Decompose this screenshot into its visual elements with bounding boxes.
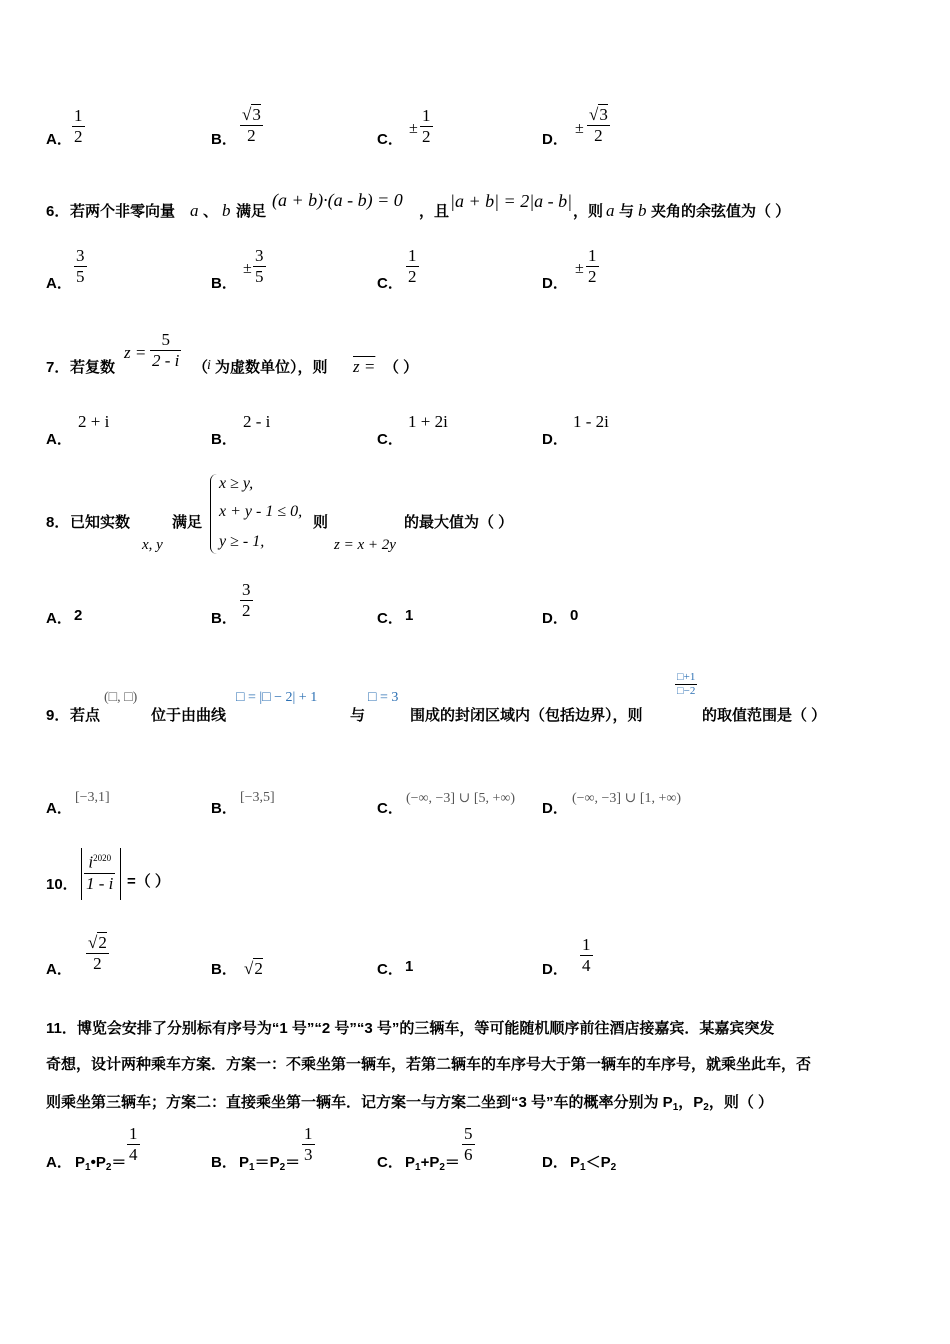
q10-option-a-label[interactable]: A． bbox=[46, 961, 72, 978]
q10-fraction: $\frac{i^{2020}}{1 - i}$ bbox=[86, 852, 114, 893]
q9-option-b-label[interactable]: B． bbox=[211, 800, 237, 817]
q11-line-3: 则乘坐第三辆车；方案二：直接乘坐第一辆车．记方案一与方案二坐到“3 号”车的概率分别为 $P_1$，$P_2$，则（ ） bbox=[46, 1094, 773, 1113]
q11-option-b-fraction: $\frac{1}{3}$ bbox=[304, 1124, 313, 1164]
q5-option-c-label[interactable]: C． bbox=[377, 131, 403, 148]
q9-curve-2: □ = 3 bbox=[368, 690, 399, 705]
q8-variables: x, y bbox=[142, 537, 163, 553]
q10-number: 10． bbox=[46, 876, 78, 893]
q10-option-c-label[interactable]: C． bbox=[377, 961, 403, 978]
q10-option-a-fraction: $\frac{√2}{2}$ bbox=[88, 933, 107, 973]
q7-option-d-value: 1 - 2i bbox=[573, 412, 609, 431]
q5-option-b-fraction: $\frac{√3}{2}$ bbox=[242, 105, 261, 145]
q5-option-a-label[interactable]: A． bbox=[46, 131, 72, 148]
q6-separator: 、 bbox=[203, 203, 219, 220]
q6-option-b-sign: ± bbox=[243, 260, 252, 277]
q7-option-a-value: 2 + i bbox=[78, 412, 110, 431]
q8-text-3: 则 bbox=[313, 514, 329, 531]
q7-z-equals: z = bbox=[124, 343, 147, 362]
q10-option-c-value: 1 bbox=[405, 958, 414, 975]
q10-option-b-value: √2 bbox=[244, 959, 263, 978]
q8-text-2: 满足 bbox=[172, 514, 203, 531]
q6-option-d-label[interactable]: D． bbox=[542, 275, 568, 292]
q8-objective: z = x + 2y bbox=[334, 537, 396, 553]
q7-option-b-label[interactable]: B． bbox=[211, 431, 237, 448]
q8-option-c-label[interactable]: C． bbox=[377, 610, 403, 627]
q9-option-c-label[interactable]: C． bbox=[377, 800, 403, 817]
q10-abs-bar-left bbox=[81, 848, 82, 900]
q6-option-a-label[interactable]: A． bbox=[46, 275, 72, 292]
q6-option-c-fraction: $\frac{1}{2}$ bbox=[408, 246, 417, 286]
q6-text-4: ，则 bbox=[573, 203, 604, 220]
q6-text-5: 与 bbox=[619, 203, 635, 220]
q11-option-a-expr: $P_1•P_2=$ bbox=[75, 1154, 127, 1173]
q11-line-1: 11．博览会安排了分别标有序号为“1 号”“2 号”“3 号”的三辆车，等可能随机顺序前往酒店接嘉宾．某嘉宾突发 bbox=[46, 1020, 775, 1037]
q6-vector-b: b bbox=[222, 201, 231, 220]
q9-number: 9． bbox=[46, 707, 70, 724]
q8-option-a-value: 2 bbox=[74, 607, 83, 624]
q10-option-d-label[interactable]: D． bbox=[542, 961, 568, 978]
q8-text-4: 的最大值为（ ） bbox=[404, 514, 514, 531]
q11-line-2: 奇想，设计两种乘车方案．方案一：不乘坐第一辆车，若第二辆车的车序号大于第一辆车的车序号，就乘坐此车，否 bbox=[46, 1056, 812, 1073]
q8-option-a-label[interactable]: A． bbox=[46, 610, 72, 627]
q6-text-1: 若两个非零向量 bbox=[70, 203, 176, 220]
q11-option-c-expr: $P_1+P_2=$ bbox=[405, 1154, 460, 1173]
q8-number: 8． bbox=[46, 514, 70, 531]
q10-text-1: =（ ） bbox=[127, 873, 170, 890]
q11-option-a-fraction: $\frac{1}{4}$ bbox=[129, 1124, 138, 1164]
q6-equation-2: |a + b| = 2|a - b| bbox=[450, 191, 573, 211]
q6-option-d-sign: ± bbox=[575, 260, 584, 277]
q10-option-d-fraction: $\frac{1}{4}$ bbox=[582, 935, 591, 975]
q8-text-1: 已知实数 bbox=[70, 514, 131, 531]
q9-point: (□, □) bbox=[104, 690, 138, 705]
q9-option-a-value: [−3,1] bbox=[75, 790, 110, 805]
q7-number: 7． bbox=[46, 359, 70, 376]
q11-option-b-expr: $P_1=P_2=$ bbox=[239, 1154, 301, 1173]
q6-equation-1: (a + b)·(a - b) = 0 bbox=[272, 190, 403, 210]
q7-text-1: 若复数 bbox=[70, 359, 116, 376]
q7-text-3: 为虚数单位），则 bbox=[215, 359, 328, 376]
q10-option-b-label[interactable]: B． bbox=[211, 961, 237, 978]
q6-text-2: 满足 bbox=[236, 203, 267, 220]
q9-text-1: 若点 bbox=[70, 707, 101, 724]
q8-system-brace bbox=[210, 474, 217, 554]
q9-text-5: 的取值范围是（ ） bbox=[702, 707, 827, 724]
q8-option-b-fraction: $\frac{3}{2}$ bbox=[242, 580, 251, 620]
q5-option-b-label[interactable]: B． bbox=[211, 131, 237, 148]
q7-option-c-value: 1 + 2i bbox=[408, 412, 448, 431]
q7-text-2: （ bbox=[193, 359, 209, 376]
q8-option-d-value: 0 bbox=[570, 607, 579, 624]
q8-constraint-3: y ≥ - 1, bbox=[219, 533, 265, 550]
q11-option-c-fraction: $\frac{5}{6}$ bbox=[464, 1124, 473, 1164]
q6-option-b-fraction: $\frac{3}{5}$ bbox=[255, 246, 264, 286]
q5-option-c-sign: ± bbox=[409, 120, 418, 137]
q11-option-d-expr: $P_1<P_2$ bbox=[570, 1154, 617, 1173]
q6-number: 6． bbox=[46, 203, 70, 220]
q8-option-b-label[interactable]: B． bbox=[211, 610, 237, 627]
q11-option-a-label[interactable]: A． bbox=[46, 1154, 72, 1171]
q9-text-3: 与 bbox=[350, 707, 366, 724]
q9-text-2: 位于由曲线 bbox=[151, 707, 227, 724]
q11-option-d-label[interactable]: D． bbox=[542, 1154, 568, 1171]
q10-abs-bar-right bbox=[120, 848, 121, 900]
q9-option-b-value: [−3,5] bbox=[240, 790, 275, 805]
q6-vector-a-2: a bbox=[606, 201, 615, 220]
q6-option-d-fraction: $\frac{1}{2}$ bbox=[588, 246, 597, 286]
q6-option-b-label[interactable]: B． bbox=[211, 275, 237, 292]
q9-option-a-label[interactable]: A． bbox=[46, 800, 72, 817]
q11-option-c-label[interactable]: C． bbox=[377, 1154, 403, 1171]
q9-curve-1: □ = |□ − 2| + 1 bbox=[236, 690, 318, 705]
q9-option-d-value: (−∞, −3] ∪ [1, +∞) bbox=[572, 791, 682, 806]
q7-option-a-label[interactable]: A． bbox=[46, 431, 72, 448]
q6-option-c-label[interactable]: C． bbox=[377, 275, 403, 292]
q5-option-d-fraction: $\frac{√3}{2}$ bbox=[589, 105, 608, 145]
q8-constraint-1: x ≥ y, bbox=[219, 475, 254, 492]
q6-vector-b-2: b bbox=[638, 201, 647, 220]
q9-ratio-fraction: $\frac{□+1}{□-2}$ bbox=[677, 671, 696, 697]
q6-text-3: ，且 bbox=[419, 203, 450, 220]
q7-option-d-label[interactable]: D． bbox=[542, 431, 568, 448]
q5-option-c-fraction: $\frac{1}{2}$ bbox=[422, 106, 431, 146]
q9-option-d-label[interactable]: D． bbox=[542, 800, 568, 817]
q5-option-d-sign: ± bbox=[575, 120, 584, 137]
q7-z-conjugate: z = bbox=[353, 357, 376, 376]
q7-option-b-value: 2 - i bbox=[243, 412, 271, 431]
q8-constraint-2: x + y - 1 ≤ 0, bbox=[219, 503, 303, 520]
q7-imaginary-i: i bbox=[207, 358, 211, 373]
q6-option-a-fraction: $\frac{3}{5}$ bbox=[76, 246, 85, 286]
q6-vector-a: a bbox=[190, 201, 199, 220]
q11-option-b-label[interactable]: B． bbox=[211, 1154, 237, 1171]
q7-text-4: （ ） bbox=[384, 359, 419, 376]
q6-text-6: 夹角的余弦值为（ ） bbox=[651, 203, 791, 220]
q5-option-a-fraction: $\frac{1}{2}$ bbox=[74, 106, 83, 146]
q7-option-c-label[interactable]: C． bbox=[377, 431, 403, 448]
q8-option-c-value: 1 bbox=[405, 607, 414, 624]
q5-option-d-label[interactable]: D． bbox=[542, 131, 568, 148]
q9-option-c-value: (−∞, −3] ∪ [5, +∞) bbox=[406, 791, 516, 806]
q8-option-d-label[interactable]: D． bbox=[542, 610, 568, 627]
q9-text-4: 围成的封闭区域内（包括边界），则 bbox=[410, 707, 643, 724]
q7-fraction: $\frac{5}{2 - i}$ bbox=[152, 330, 180, 370]
